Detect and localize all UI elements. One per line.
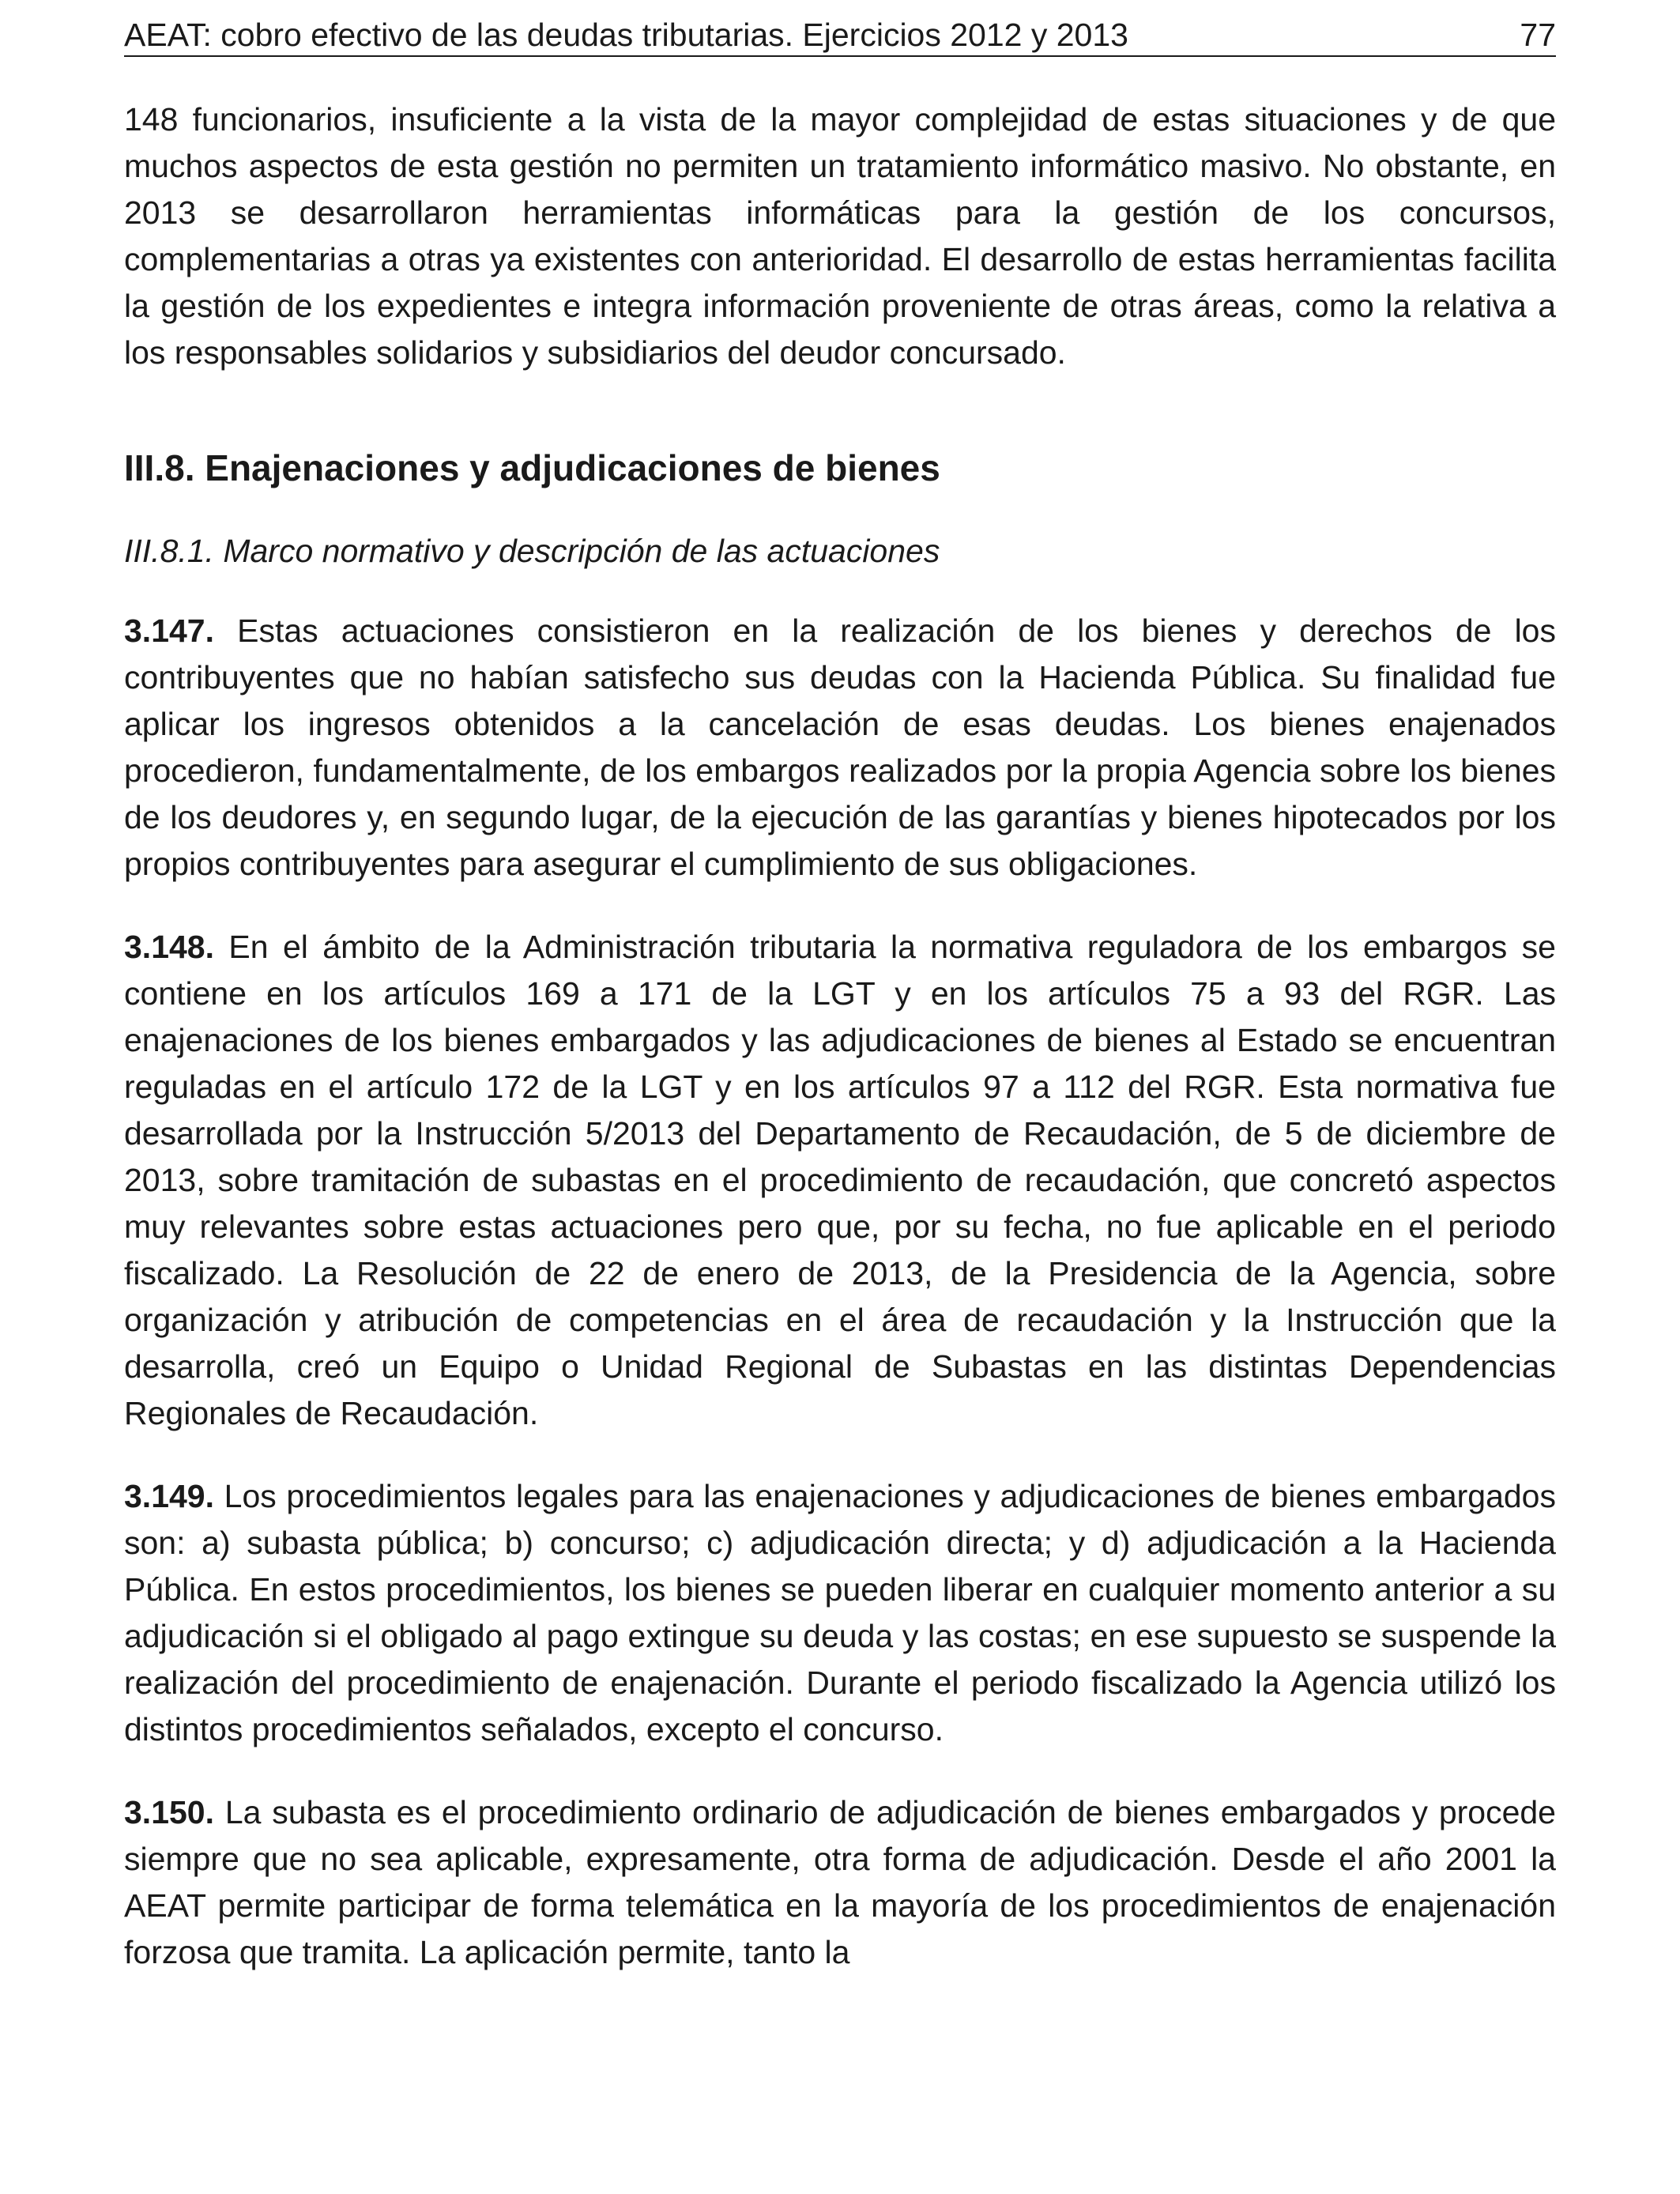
paragraph-3-148 bbox=[124, 924, 1556, 1437]
paragraph-text: En el ámbito de la Administración tributaria la normativa reguladora de los embargos se contiene en los artículos 169 a 171 de la LGT y en los artículos 75 a 93 del RGR. Las enajenaciones de los bienes embargados y las adjudicaciones de bienes al Estado se encuentran reguladas en el artículo 172 de la LGT y en los artículos 97 a 112 del RGR. Esta normativa fue desarrollada por la Instrucción 5/2013 del Departamento de Recaudación, de 5 de diciembre de 2013, sobre tramitación de subastas en el procedimiento de recaudación, que concretó aspectos muy relevantes sobre estas actuaciones pero que, por su fecha, no fue aplicable en el periodo fiscalizado. La Resolución de 22 de enero de 2013, de la Presidencia de la Agencia, sobre organización y atribución de competencias en el área de recaudación y la Instrucción que la desarrolla, creó un Equipo o Unidad Regional de Subastas en las distintas Dependencias Regionales de Recaudación. bbox=[124, 929, 1556, 1431]
paragraph-number: 3.148. bbox=[124, 929, 214, 965]
page-number: 77 bbox=[1520, 17, 1556, 53]
paragraph-text: Estas actuaciones consistieron en la realización de los bienes y derechos de los contribuyentes que no habían satisfecho sus deudas con la Hacienda Pública. Su finalidad fue aplicar los ingresos obtenidos a la cancelación de esas deudas. Los bienes enajenados procedieron, fundamentalmente, de los embargos realizados por la propia Agencia sobre los bienes de los deudores y, en segundo lugar, de la ejecución de las garantías y bienes hipotecados por los propios contribuyentes para asegurar el cumplimiento de sus obligaciones. bbox=[124, 613, 1556, 882]
subsection-heading: III.8.1. Marco normativo y descripción de las actuaciones bbox=[124, 533, 940, 569]
paragraph-number: 3.147. bbox=[124, 613, 214, 649]
paragraph-3-150 bbox=[124, 1789, 1556, 1976]
paragraph-number: 3.150. bbox=[124, 1794, 214, 1830]
paragraph-3-149 bbox=[124, 1473, 1556, 1753]
header-title: AEAT: cobro efectivo de las deudas tributarias. Ejercicios 2012 y 2013 bbox=[124, 17, 1128, 53]
document-body bbox=[124, 96, 1556, 1976]
paragraph-text: Los procedimientos legales para las enajenaciones y adjudicaciones de bienes embargados son: a) subasta pública; b) concurso; c) adjudicación directa; y d) adjudicación a la Hacienda Pública. En estos procedimientos, los bienes se pueden liberar en cualquier momento anterior a su adjudicación si el obligado al pago extingue su deuda y las costas; en ese supuesto se suspende la realización del procedimiento de enajenación. Durante el periodo fiscalizado la Agencia utilizó los distintos procedimientos señalados, excepto el concurso. bbox=[124, 1478, 1556, 1747]
continuation-paragraph: 148 funcionarios, insuficiente a la vista de la mayor complejidad de estas situaciones y de que muchos aspectos de esta gestión no permiten un tratamiento informático masivo. No obstante, en 2013 se desarrollaron herramientas informáticas para la gestión de los concursos, complementarias a otras ya existentes con anterioridad. El desarrollo de estas herramientas facilita la gestión de los expedientes e integra información proveniente de otras áreas, como la relativa a los responsables solidarios y subsidiarios del deudor concursado. bbox=[124, 101, 1556, 371]
paragraph-3-147 bbox=[124, 608, 1556, 888]
paragraph-number: 3.149. bbox=[124, 1478, 214, 1514]
section-heading: III.8. Enajenaciones y adjudicaciones de bienes bbox=[124, 447, 940, 488]
running-header bbox=[124, 14, 1556, 57]
paragraph-text: La subasta es el procedimiento ordinario de adjudicación de bienes embargados y procede siempre que no sea aplicable, expresamente, otra forma de adjudicación. Desde el año 2001 la AEAT permite participar de forma telemática en la mayoría de los procedimientos de enajenación forzosa que tramita. La aplicación permite, tanto la bbox=[124, 1794, 1556, 1970]
